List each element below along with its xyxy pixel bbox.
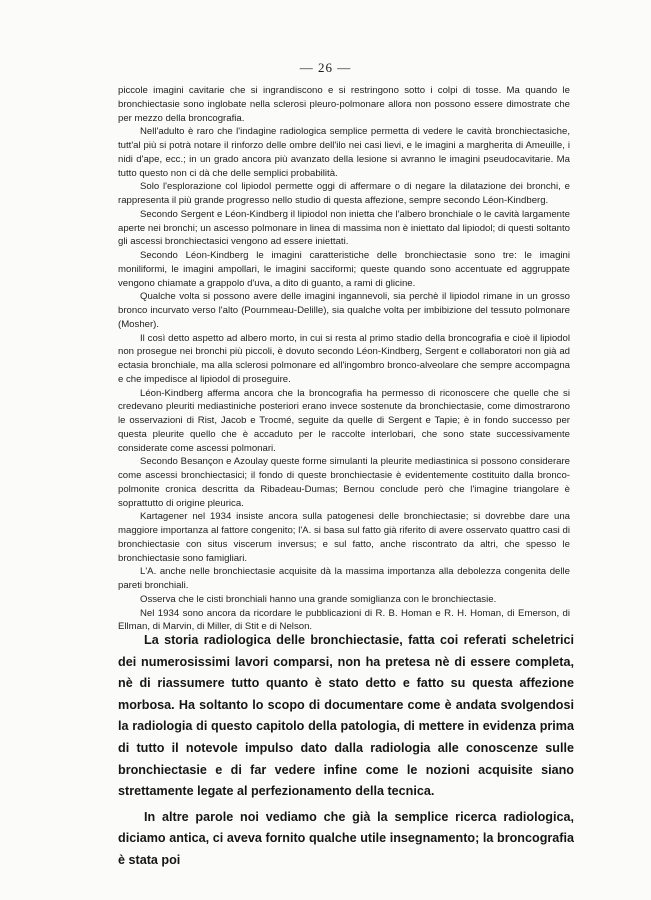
small-paragraph-8: Léon-Kindberg afferma ancora che la broncografia ha permesso di riconoscere che quelle che si credevano pleuriti mediastiniche posteriori erano invece sostenute da bronchiectasie, come dimostrarono le osservazioni di Rist, Jacob e Trocmé, seguite da quelle di Sergent e Tapie; è in fondo successo per questa pleurite quello che è accaduto per le raccolte interlobari, che sono state successivamente considerate come ascessi polmonari. — [118, 387, 570, 454]
small-paragraph-2: Nell'adulto è raro che l'indagine radiologica semplice permetta di vedere le cavità bronchiectasiche, tutt'al più si potrà notare il rinforzo delle ombre dell'ilo nei casi lievi, e le imagini a margherita di Ameuille, i nidi d'ape, ecc.; in un grado ancora più avanzato della lesione si avranno le imagini pseudocavitarie. Ma tutto questo non ci dà che delle semplici probabilità. — [118, 126, 570, 179]
small-paragraph-9: Secondo Besançon e Azoulay queste forme simulanti la pleurite mediastinica si possono considerare come ascessi bronchiectasici; il fondo di queste bronchiectasie è evidentemente costituito dalla bronco-polmonite cronica descritta da Ribadeau-Dumas; Bernou conclude però che l'imagine triangolare è soprattutto di origine pleurica. — [118, 456, 570, 509]
footnote-text-block — [118, 84, 570, 634]
small-paragraph-3: Solo l'esplorazione col lipiodol permette oggi di affermare o di negare la dilatazione dei bronchi, e rappresenta il più grande progresso nello studio di questa affezione, sempre secondo Léon-Kindberg. — [118, 181, 570, 206]
small-paragraph-5: Secondo Léon-Kindberg le imagini caratteristiche delle bronchiectasie sono tre: le imagini moniliformi, le imagini ampollari, le imagini sacciformi; queste quando sono accentuate ed aggruppate vengono chiamate a grappolo d'uva, a dito di guanto, a rami di glicine. — [118, 250, 570, 289]
small-paragraph-12: Osserva che le cisti bronchiali hanno una grande somiglianza con le bronchiectasie. — [140, 593, 497, 605]
small-paragraph-7: Il così detto aspetto ad albero morto, in cui si resta al primo stadio della broncografia e cioè il lipiodol non prosegue nei bronchi più piccoli, è dovuto secondo Léon-Kindberg, Sergent e collaboratori non già ad ectasia bronchiale, ma alla sclerosi polmonare ed all'ingombro bronco-alveolare che sempre accompagna e che impedisce al lipiodol di proseguire. — [118, 332, 570, 385]
main-text-block — [118, 630, 574, 872]
small-paragraph-13: Nel 1934 sono ancora da ricordare le pubblicazioni di R. B. Homan e R. H. Homan, di Emerson, di Ellman, di Marvin, di Miller, di Stit e di Nelson. — [118, 607, 570, 633]
small-paragraph-1: piccole imagini cavitarie che si ingrandiscono e si restringono sotto i colpi di tosse. Ma quando le bronchiectasie sono inglobate nella sclerosi pleuro-polmonare allora non possono essere dimostrate che per mezzo della broncografia. — [118, 85, 570, 124]
small-paragraph-10: Kartagener nel 1934 insiste ancora sulla patogenesi delle bronchiectasie; si dovrebbe dare una maggiore importanza al fattore congenito; l'A. si basa sul fatto già riferito di avere osservato quattro casi di bronchiectasie con situs viscerum inversus; e sul fatto, anche riscontrato da altri, che spesso le bronchiectasie sono famigliari. — [118, 511, 570, 564]
small-paragraph-6: Qualche volta si possono avere delle imagini ingannevoli, sia perchè il lipiodol rimane in un grosso bronco incurvato verso l'alto (Pournmeau-Delille), sia qualche volta per imbibizione del tessuto polmonare (Mosher). — [118, 291, 570, 330]
page-number: — 26 — — [299, 60, 352, 75]
main-paragraph-2: In altre parole noi vediamo che già la semplice ricerca radiologica, diciamo antica, ci aveva fornito qualche utile insegnamento; la broncografia è stata poi — [118, 809, 574, 867]
small-paragraph-11: L'A. anche nelle bronchiectasie acquisite dà la massima importanza alla debolezza congenita delle pareti bronchiali. — [118, 566, 570, 591]
main-paragraph-1: La storia radiologica delle bronchiectasie, fatta coi referati scheletrici dei numerosissimi lavori comparsi, non ha pretesa nè di essere completa, nè di riassumere tutto quanto è stato detto e fatto su questa affezione morbosa. Ha soltanto lo scopo di documentare come è andata svolgendosi la radiologia di questo capitolo della patologia, di mettere in evidenza prima di tutto il notevole impulso dato dalla radiologia alle conoscenze sulle bronchiectasie e di far vedere infine come le nozioni acquisite siano strettamente legate al perfezionamento della tecnica. — [118, 633, 574, 799]
small-paragraph-4: Secondo Sergent e Léon-Kindberg il lipiodol non inietta che l'albero bronchiale o le cavità largamente aperte nei bronchi; un ascesso polmonare in linea di massima non è iniettato dal lipiodol; di questi soltanto gli ascessi bronchiectasici vengono ad essere iniettati. — [118, 208, 570, 248]
